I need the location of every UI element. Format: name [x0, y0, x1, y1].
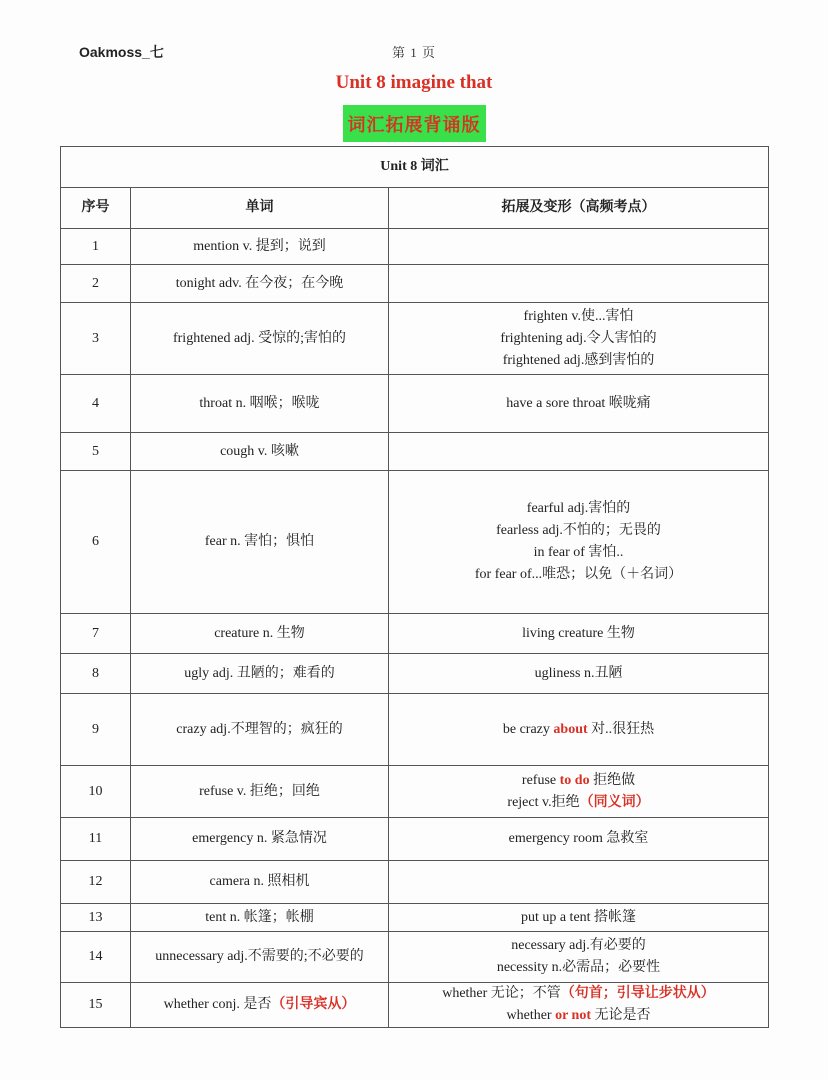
table-row [61, 375, 769, 433]
table-row [61, 229, 769, 265]
row-number: 14 [61, 932, 131, 983]
word-definition [131, 766, 389, 818]
text-segment: reject v.拒绝 [507, 794, 580, 810]
text-segment: 对..很狂热 [587, 721, 655, 737]
extension-line [393, 983, 764, 1005]
text-segment: crazy adj.不理智的；疯狂的 [176, 721, 343, 737]
text-segment: for fear of...唯恐；以免（＋名词） [474, 567, 683, 582]
text-segment: whether [506, 1008, 556, 1023]
table-row [61, 766, 769, 818]
extension-line [393, 719, 764, 741]
extension-line [393, 306, 764, 328]
column-header-extension: 拓展及变形（高频考点） [389, 188, 769, 229]
text-segment: put up a tent 搭帐篷 [520, 909, 637, 925]
extension-line [393, 498, 764, 520]
word-extension [389, 229, 769, 265]
highlighted-keyword: （同义词） [579, 794, 650, 810]
text-segment: emergency n. 紧急情况 [192, 831, 327, 846]
extension-line [393, 393, 764, 415]
text-segment: necessary adj.有必要的 [511, 938, 646, 953]
text-segment: 拒绝做 [589, 772, 636, 788]
row-number: 11 [61, 818, 131, 861]
word-definition [131, 433, 389, 471]
word-extension [389, 983, 769, 1028]
extension-line [393, 770, 764, 792]
row-number: 13 [61, 904, 131, 932]
word-extension [389, 818, 769, 861]
table-row [61, 861, 769, 904]
row-number: 8 [61, 654, 131, 694]
extension-line [393, 907, 764, 929]
highlighted-keyword: about [553, 721, 588, 737]
word-definition [131, 654, 389, 694]
word-definition [131, 818, 389, 861]
vocabulary-rows [61, 229, 769, 1028]
word-extension [389, 694, 769, 766]
table-row [61, 471, 769, 614]
word-extension [389, 614, 769, 654]
text-segment: emergency room 急救室 [508, 831, 649, 846]
text-segment: camera n. 照相机 [209, 874, 310, 889]
table-caption: Unit 8 词汇 [61, 147, 769, 188]
extension-line [393, 564, 764, 586]
word-definition [131, 614, 389, 654]
table-row [61, 265, 769, 303]
vocabulary-table [60, 146, 769, 1028]
text-segment: refuse [521, 772, 560, 788]
table-row [61, 932, 769, 983]
text-segment: 无论是否 [591, 1008, 651, 1023]
text-segment: cough v. 咳嗽 [220, 443, 299, 459]
text-segment: living creature 生物 [522, 625, 635, 641]
word-definition [131, 229, 389, 265]
word-definition [131, 265, 389, 303]
word-definition [131, 983, 389, 1028]
highlighted-keyword: or not [555, 1008, 592, 1023]
extension-line [393, 623, 764, 645]
text-segment: be crazy [502, 721, 554, 737]
row-number: 15 [61, 983, 131, 1028]
text-segment: refuse v. 拒绝；回绝 [199, 783, 320, 799]
table-row [61, 303, 769, 375]
text-segment: tent n. 帐篷；帐棚 [205, 909, 314, 925]
word-definition [131, 932, 389, 983]
row-number: 12 [61, 861, 131, 904]
word-extension [389, 433, 769, 471]
table-row [61, 654, 769, 694]
text-segment: fear n. 害怕；惧怕 [204, 534, 315, 549]
text-segment: necessity n.必需品；必要性 [496, 960, 661, 975]
text-segment: ugly adj. 丑陋的；难看的 [184, 665, 335, 681]
table-row [61, 694, 769, 766]
extension-line [393, 520, 764, 542]
text-segment: fearful adj.害怕的 [526, 501, 631, 516]
extension-line [393, 957, 764, 979]
word-definition [131, 904, 389, 932]
extension-line [393, 663, 764, 685]
table-row [61, 433, 769, 471]
word-extension [389, 265, 769, 303]
word-extension [389, 861, 769, 904]
row-number: 3 [61, 303, 131, 375]
table-row [61, 983, 769, 1028]
highlighted-keyword: （句首；引导让步状从） [560, 986, 715, 1001]
row-number: 7 [61, 614, 131, 654]
text-segment: frighten v.使...害怕 [523, 308, 634, 324]
column-header-word: 单词 [131, 188, 389, 229]
text-segment: tonight adv. 在今夜；在今晚 [175, 275, 344, 291]
text-segment: frightened adj.感到害怕的 [502, 352, 655, 368]
text-segment: have a sore throat 喉咙痛 [506, 395, 651, 411]
extension-line [393, 542, 764, 564]
extension-line [393, 828, 764, 850]
word-extension [389, 766, 769, 818]
highlighted-keyword: to do [559, 772, 590, 788]
extension-line [393, 350, 764, 372]
text-segment: throat n. 咽喉；喉咙 [199, 395, 320, 411]
word-definition [131, 303, 389, 375]
table-row [61, 904, 769, 932]
word-extension [389, 654, 769, 694]
extension-line [393, 935, 764, 957]
row-number: 2 [61, 265, 131, 303]
word-definition [131, 471, 389, 614]
table-row [61, 818, 769, 861]
text-segment: mention v. 提到；说到 [193, 238, 326, 254]
text-segment: ugliness n.丑陋 [534, 665, 623, 681]
document-title: Unit 8 imagine that [335, 72, 493, 93]
row-number: 4 [61, 375, 131, 433]
text-segment: frightening adj.令人害怕的 [500, 330, 657, 346]
text-segment: unnecessary adj.不需要的;不必要的 [155, 949, 364, 964]
table-row [61, 614, 769, 654]
row-number: 10 [61, 766, 131, 818]
word-extension [389, 904, 769, 932]
author-label: Oakmoss_七 [79, 44, 164, 60]
word-extension [389, 471, 769, 614]
row-number: 6 [61, 471, 131, 614]
highlighted-keyword: （引导宾从） [271, 997, 356, 1012]
word-extension [389, 375, 769, 433]
row-number: 9 [61, 694, 131, 766]
word-definition [131, 375, 389, 433]
text-segment: in fear of 害怕.. [533, 545, 624, 560]
word-extension [389, 932, 769, 983]
word-definition [131, 861, 389, 904]
text-segment: creature n. 生物 [214, 625, 305, 641]
extension-line [393, 1005, 764, 1027]
row-number: 1 [61, 229, 131, 265]
page-number: 第 1 页 [391, 45, 436, 60]
extension-line [393, 328, 764, 350]
text-segment: whether conj. 是否 [163, 997, 272, 1012]
text-segment: frightened adj. 受惊的;害怕的 [172, 330, 347, 346]
word-extension [389, 303, 769, 375]
text-segment: whether 无论；不管 [442, 986, 561, 1001]
text-segment: fearless adj.不怕的；无畏的 [496, 523, 661, 538]
row-number: 5 [61, 433, 131, 471]
document-subtitle: 词汇拓展背诵版 [343, 105, 486, 142]
column-header-number: 序号 [61, 188, 131, 229]
extension-line [393, 792, 764, 814]
word-definition [131, 694, 389, 766]
